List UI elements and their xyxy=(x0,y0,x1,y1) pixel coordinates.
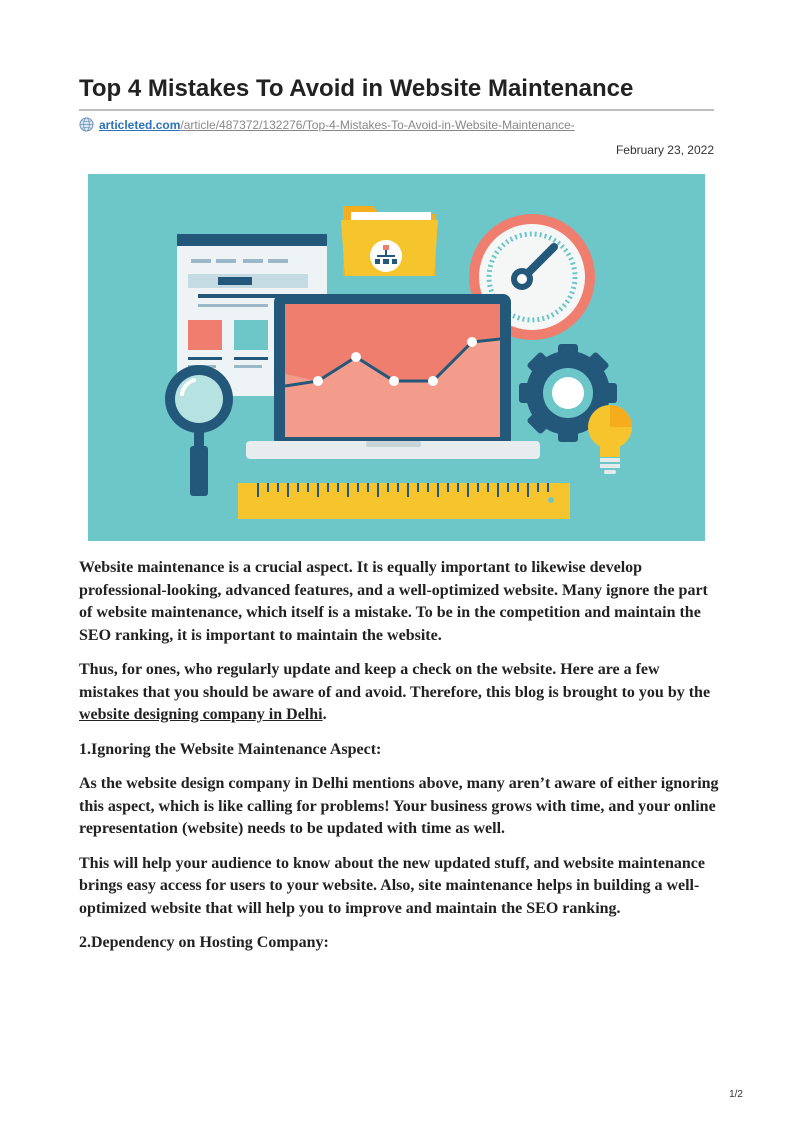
page-title: Top 4 Mistakes To Avoid in Website Maintenance xyxy=(79,75,634,102)
paragraph-intro: Website maintenance is a crucial aspect. It is equally important to likewise develop professional-looking, advanced features, and a well-optimized website. Many ignore the part of website maintenance, which itself is a mistake. To be in the competition and maintain the SEO ranking, it is important to maintain the website. xyxy=(79,559,708,644)
page-indicator: 1/2 xyxy=(729,1089,743,1100)
section-heading-2: 2.Dependency on Hosting Company: xyxy=(79,934,329,951)
laptop-chart-icon xyxy=(246,294,540,459)
title-divider xyxy=(79,109,714,111)
website-designing-link[interactable]: website designing company in Delhi xyxy=(79,706,323,723)
section-heading-1: 1.Ignoring the Website Maintenance Aspect: xyxy=(79,740,382,758)
source-domain-link[interactable]: articleted.com xyxy=(99,118,181,132)
source-line xyxy=(79,117,719,133)
paragraph-thus-text: Thus, for ones, who regularly update and keep a check on the website. Here are a few mistakes that you should be aware of and avoid. Therefore, this blog is brought to you by the xyxy=(79,661,711,701)
ruler-icon xyxy=(238,483,570,519)
paragraph-section-1b: This will help your audience to know about the new updated stuff, and website maintenance brings easy access for users to your website. Also, site maintenance helps in building a well-optimized website that will help you to improve and maintain the SEO ranking. xyxy=(79,854,706,917)
article-body xyxy=(79,557,719,967)
paragraph-thus xyxy=(79,659,719,727)
folder-sitemap-icon xyxy=(341,206,438,276)
paragraph-thus-end: . xyxy=(322,706,327,723)
hero-illustration xyxy=(88,174,705,541)
source-path-link[interactable]: /article/487372/132276/Top-4-Mistakes-To-Avoid-in-Website-Maintenance- xyxy=(180,118,575,132)
paragraph-section-1a: As the website design company in Delhi mentions above, many aren’t aware of either ignoring this aspect, which is like calling for problems! Your business grows with time, and your online representation (website) needs to be updated with time as well. xyxy=(79,775,719,837)
publish-date: February 23, 2022 xyxy=(615,143,714,157)
globe-icon xyxy=(79,117,94,132)
